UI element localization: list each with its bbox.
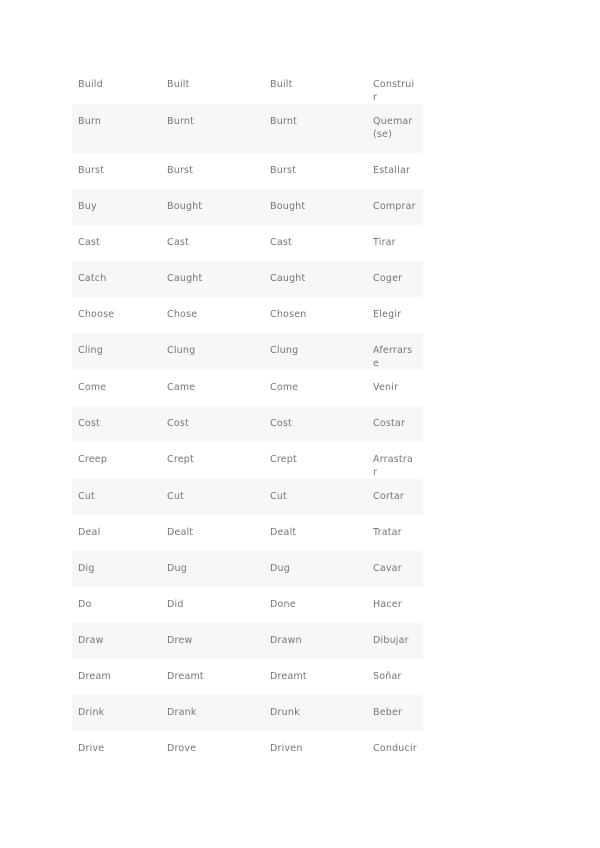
infinitive-cell: Dream xyxy=(78,671,111,682)
past-participle-cell: Come xyxy=(270,382,299,393)
past-simple-cell: Burst xyxy=(167,165,194,176)
table-row xyxy=(72,261,423,297)
table-row xyxy=(72,551,423,587)
table-row xyxy=(72,731,423,767)
translation-cell: Costar xyxy=(367,406,423,442)
infinitive-cell: Drink xyxy=(72,695,161,731)
translation-cell: Construir xyxy=(373,79,415,103)
table-row xyxy=(72,370,423,406)
table-row xyxy=(72,225,423,261)
past-participle-cell: Cut xyxy=(264,479,367,515)
translation-cell: Arrastrar xyxy=(373,454,413,478)
infinitive-cell: Buy xyxy=(72,189,161,225)
translation-cell: Conducir xyxy=(373,743,417,754)
translation-cell: Comprar xyxy=(367,189,423,225)
past-participle-cell: Crept xyxy=(270,454,297,465)
infinitive-cell: Choose xyxy=(78,309,115,320)
table-row xyxy=(72,333,423,370)
infinitive-cell: Deal xyxy=(78,527,101,538)
infinitive-cell: Burst xyxy=(78,165,105,176)
past-simple-cell: Came xyxy=(167,382,196,393)
translation-cell: Hacer xyxy=(373,599,402,610)
past-participle-cell: Chosen xyxy=(270,309,307,320)
table-row xyxy=(72,297,423,333)
infinitive-cell: Do xyxy=(78,599,92,610)
infinitive-cell: Dig xyxy=(72,551,161,587)
past-participle-cell: Bought xyxy=(264,189,367,225)
infinitive-cell: Drive xyxy=(78,743,105,754)
table-row xyxy=(72,189,423,225)
translation-cell: Dibujar xyxy=(367,623,423,659)
past-participle-cell: Dreamt xyxy=(270,671,307,682)
past-simple-cell: Drew xyxy=(161,623,264,659)
infinitive-cell: Cast xyxy=(78,237,100,248)
past-participle-cell: Burst xyxy=(270,165,297,176)
translation-cell: Quemar(se) xyxy=(367,104,423,153)
past-simple-cell: Drank xyxy=(161,695,264,731)
past-participle-cell: Clung xyxy=(264,333,367,370)
past-simple-cell: Cut xyxy=(161,479,264,515)
table-row xyxy=(72,406,423,442)
past-simple-cell: Dreamt xyxy=(167,671,204,682)
table-row xyxy=(72,623,423,659)
translation-cell: Coger xyxy=(367,261,423,297)
past-simple-cell: Dealt xyxy=(167,527,194,538)
table-row xyxy=(72,67,423,104)
past-simple-cell: Cost xyxy=(161,406,264,442)
translation-cell: Tirar xyxy=(373,237,396,248)
table-row xyxy=(72,104,423,153)
past-participle-cell: Drawn xyxy=(264,623,367,659)
irregular-verbs-table xyxy=(72,67,423,767)
past-simple-cell: Cast xyxy=(167,237,189,248)
past-participle-cell: Dug xyxy=(264,551,367,587)
past-participle-cell: Burnt xyxy=(264,104,367,153)
translation-cell: Elegir xyxy=(373,309,402,320)
translation-cell: Estallar xyxy=(373,165,411,176)
past-simple-cell: Chose xyxy=(167,309,198,320)
past-participle-cell: Dealt xyxy=(270,527,297,538)
translation-cell: Cavar xyxy=(367,551,423,587)
infinitive-cell: Cut xyxy=(72,479,161,515)
past-simple-cell: Crept xyxy=(167,454,194,465)
past-participle-cell: Done xyxy=(270,599,296,610)
translation-cell: Tratar xyxy=(373,527,402,538)
table-row xyxy=(72,479,423,515)
verb-table-body xyxy=(72,67,423,767)
infinitive-cell: Creep xyxy=(78,454,108,465)
translation-cell: Venir xyxy=(373,382,399,393)
past-simple-cell: Caught xyxy=(161,261,264,297)
infinitive-cell: Cling xyxy=(72,333,161,370)
past-simple-cell: Dug xyxy=(161,551,264,587)
table-row xyxy=(72,587,423,623)
infinitive-cell: Burn xyxy=(72,104,161,153)
translation-cell: Aferrarse xyxy=(367,333,423,370)
translation-cell: Beber xyxy=(367,695,423,731)
translation-cell: Soñar xyxy=(373,671,402,682)
past-participle-cell: Drunk xyxy=(264,695,367,731)
past-simple-cell: Bought xyxy=(161,189,264,225)
past-simple-cell: Clung xyxy=(161,333,264,370)
infinitive-cell: Catch xyxy=(72,261,161,297)
table-row xyxy=(72,153,423,189)
table-row xyxy=(72,695,423,731)
past-simple-cell: Drove xyxy=(167,743,197,754)
past-simple-cell: Burnt xyxy=(161,104,264,153)
past-participle-cell: Caught xyxy=(264,261,367,297)
past-participle-cell: Built xyxy=(270,79,293,90)
past-participle-cell: Cast xyxy=(270,237,292,248)
table-row xyxy=(72,442,423,479)
translation-cell: Cortar xyxy=(367,479,423,515)
table-row xyxy=(72,515,423,551)
past-simple-cell: Did xyxy=(167,599,184,610)
infinitive-cell: Draw xyxy=(72,623,161,659)
table-row xyxy=(72,659,423,695)
past-participle-cell: Driven xyxy=(270,743,303,754)
infinitive-cell: Come xyxy=(78,382,107,393)
infinitive-cell: Cost xyxy=(72,406,161,442)
past-participle-cell: Cost xyxy=(264,406,367,442)
past-simple-cell: Built xyxy=(167,79,190,90)
infinitive-cell: Build xyxy=(78,79,103,90)
